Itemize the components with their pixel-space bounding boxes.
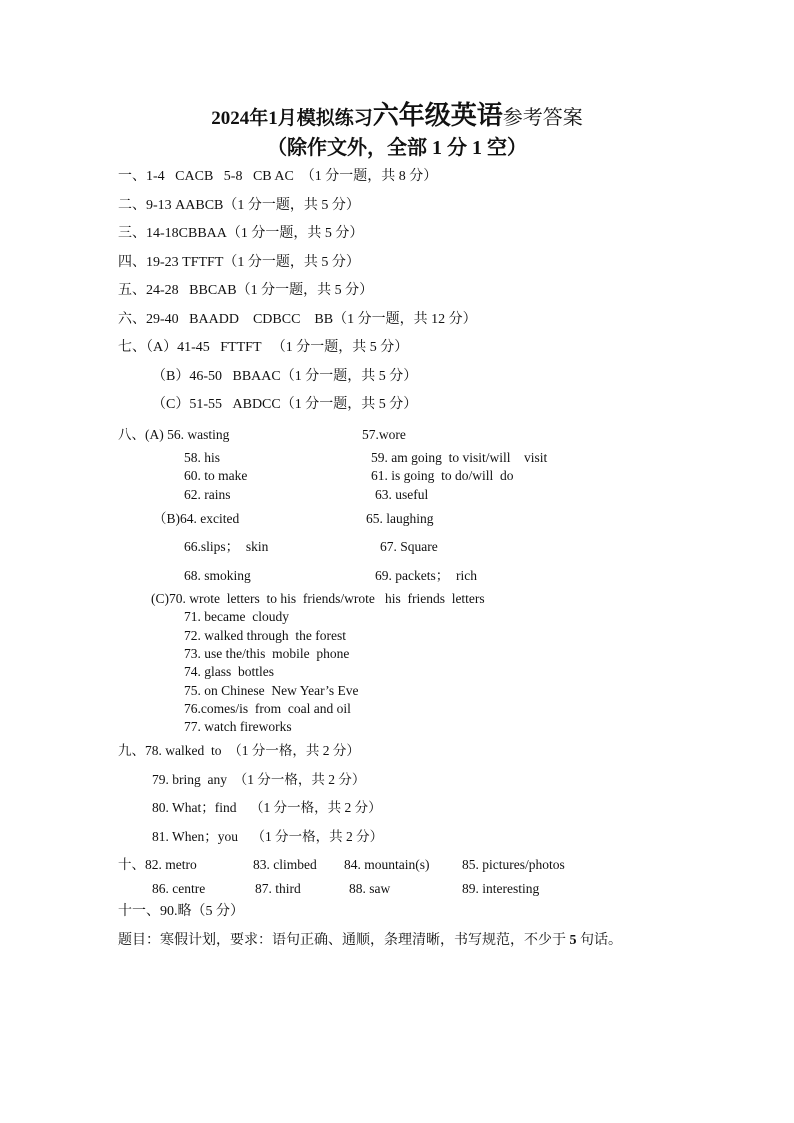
answer-75: 75. on Chinese New Year’s Eve: [184, 683, 359, 698]
answer-81: 81. When；you （1 分一格，共 2 分）: [152, 829, 384, 844]
answer-65: 65. laughing: [366, 511, 434, 526]
answer-line-1: 一、1-4 CACB 5-8 CB AC （1 分一题，共 8 分）: [118, 169, 438, 184]
answer-66: 66.slips； skin: [184, 539, 269, 554]
answer-84: 84. mountain(s): [344, 857, 430, 872]
answer-76: 76.comes/is from coal and oil: [184, 701, 351, 716]
answer-line-5: 五、24-28 BBCAB（1 分一题，共 5 分）: [118, 283, 374, 298]
answer-72: 72. walked through the forest: [184, 628, 346, 643]
answer-78: 九、78. walked to （1 分一格，共 2 分）: [118, 743, 360, 758]
answer-line-7b: （B）46-50 BBAAC（1 分一题，共 5 分）: [152, 369, 418, 384]
answer-82: 十、82. metro: [118, 857, 197, 872]
answer-70: (C)70. wrote letters to his friends/wrote his friends letters: [151, 591, 485, 606]
answer-90: 十一、90.略（5 分）: [118, 904, 244, 919]
answer-71: 71. became cloudy: [184, 609, 289, 624]
answer-83: 83. climbed: [253, 857, 317, 872]
answer-61: 61. is going to do/will do: [371, 468, 514, 483]
answer-85: 85. pictures/photos: [462, 857, 565, 872]
answer-line-7c: （C）51-55 ABDCC（1 分一题，共 5 分）: [152, 397, 418, 412]
answer-line-4: 四、19-23 TFTFT（1 分一题，共 5 分）: [118, 255, 360, 270]
answer-63: 63. useful: [375, 487, 429, 502]
answer-89: 89. interesting: [462, 881, 540, 896]
answer-line-3: 三、14-18CBBAA（1 分一题，共 5 分）: [118, 226, 364, 241]
title-part-2: 六年级英语: [372, 101, 503, 130]
writing-topic-text: 题目：寒假计划，要求：语句正确、通顺，条理清晰，书写规范，不少于: [118, 933, 570, 948]
answer-77: 77. watch fireworks: [184, 719, 292, 734]
answer-60: 60. to make: [184, 468, 248, 483]
answer-80: 80. What；find （1 分一格，共 2 分）: [152, 800, 382, 815]
page-subtitle: （除作文外，全部 1 分 1 空）: [267, 137, 527, 159]
answer-57: 57.wore: [362, 427, 406, 442]
answer-56: 八、(A) 56. wasting: [118, 427, 230, 442]
answer-line-2: 二、9-13 AABCB（1 分一题，共 5 分）: [118, 198, 360, 213]
writing-topic: [118, 932, 622, 950]
answer-line-6: 六、29-40 BAADD CDBCC BB（1 分一题，共 12 分）: [118, 312, 477, 327]
answer-68: 68. smoking: [184, 568, 251, 583]
answer-88: 88. saw: [349, 881, 391, 896]
writing-topic-number: 5: [569, 933, 577, 948]
title-part-3: 参考答案: [502, 107, 583, 129]
answer-62: 62. rains: [184, 487, 231, 502]
answer-59: 59. am going to visit/will visit: [371, 450, 548, 465]
title-part-1: 2024年1月模拟练习: [211, 108, 373, 129]
answer-69: 69. packets； rich: [375, 568, 477, 583]
answer-86: 86. centre: [152, 881, 206, 896]
answer-58: 58. his: [184, 450, 221, 465]
answer-87: 87. third: [255, 881, 301, 896]
page-title: [0, 100, 794, 136]
answer-74: 74. glass bottles: [184, 664, 274, 679]
answer-64: （B)64. excited: [153, 511, 240, 526]
writing-topic-suffix: 句话。: [576, 933, 622, 948]
answer-79: 79. bring any （1 分一格，共 2 分）: [152, 772, 366, 787]
answer-73: 73. use the/this mobile phone: [184, 646, 350, 661]
answer-line-7a: 七、（A）41-45 FTTFT （1 分一题，共 5 分）: [118, 340, 409, 355]
answer-67: 67. Square: [380, 539, 438, 554]
